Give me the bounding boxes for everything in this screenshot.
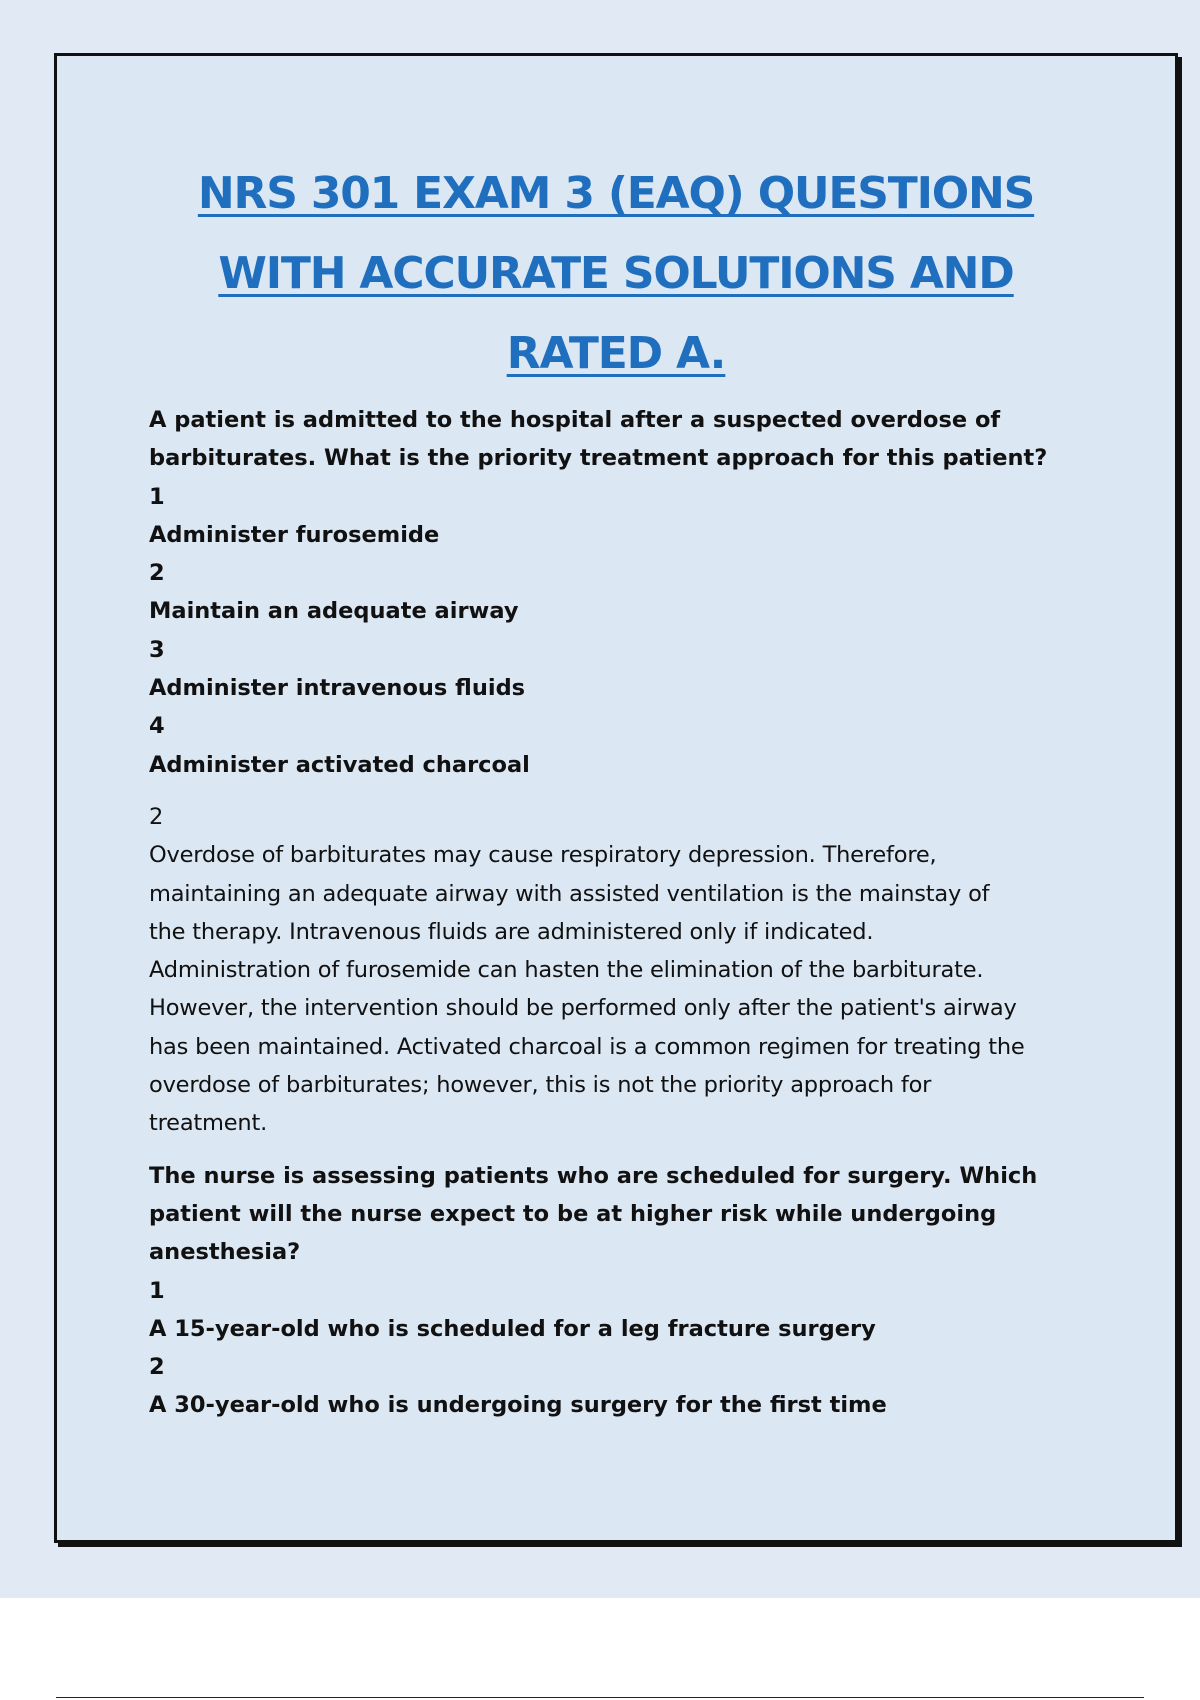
rationale-line: However, the intervention should be performed only after the patient's airway <box>149 995 1017 1022</box>
rationale-line: treatment. <box>149 1110 268 1137</box>
option-text: Administer activated charcoal <box>149 751 530 778</box>
document-title <box>57 154 1175 394</box>
rationale-line: the therapy. Intravenous fluids are administered only if indicated. <box>149 918 874 945</box>
rationale-line: has been maintained. Activated charcoal is a common regimen for treating the <box>149 1033 1025 1060</box>
option-text: Administer furosemide <box>149 521 440 548</box>
rationale-line: Administration of furosemide can hasten the elimination of the barbiturate. <box>149 957 984 984</box>
question-stem-line: barbiturates. What is the priority treatment approach for this patient? <box>149 445 1048 472</box>
option-text: A 30-year-old who is undergoing surgery for the first time <box>149 1392 887 1419</box>
question-2 <box>149 1157 1149 1425</box>
answer-number: 2 <box>149 803 164 830</box>
title-line: WITH ACCURATE SOLUTIONS AND <box>218 248 1014 299</box>
question-stem-line: anesthesia? <box>149 1239 301 1266</box>
option-number: 2 <box>149 1354 165 1381</box>
option-number: 1 <box>149 483 165 510</box>
question-1 <box>149 401 1149 784</box>
document-frame <box>54 53 1178 1543</box>
document-body <box>149 401 1149 1425</box>
question-stem-line: The nurse is assessing patients who are scheduled for surgery. Which <box>149 1162 1038 1189</box>
rationale-line: overdose of barbiturates; however, this is not the priority approach for <box>149 1072 932 1099</box>
option-text: A 15-year-old who is scheduled for a leg fracture surgery <box>149 1315 876 1342</box>
option-text: Maintain an adequate airway <box>149 598 519 625</box>
answer-block-1 <box>149 798 1149 1143</box>
rationale-line: Overdose of barbiturates may cause respiratory depression. Therefore, <box>149 842 937 869</box>
title-line: NRS 301 EXAM 3 (EAQ) QUESTIONS <box>197 168 1035 219</box>
option-number: 3 <box>149 636 165 663</box>
option-text: Administer intravenous fluids <box>149 675 526 702</box>
option-number: 2 <box>149 560 165 587</box>
option-number: 1 <box>149 1277 165 1304</box>
title-line: RATED A. <box>506 328 726 379</box>
rationale-line: maintaining an adequate airway with assisted ventilation is the mainstay of <box>149 880 990 907</box>
option-number: 4 <box>149 713 165 740</box>
question-stem-line: A patient is admitted to the hospital after a suspected overdose of <box>149 407 1001 433</box>
question-stem-line: patient will the nurse expect to be at higher risk while undergoing <box>149 1200 997 1227</box>
footer-divider <box>56 1697 1144 1698</box>
